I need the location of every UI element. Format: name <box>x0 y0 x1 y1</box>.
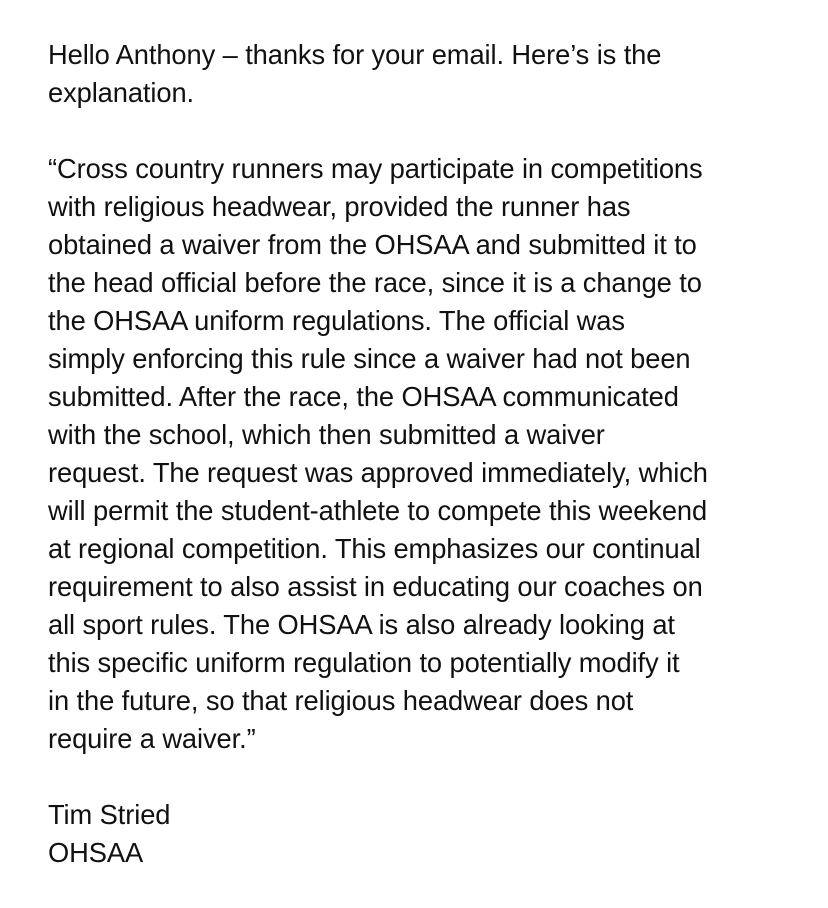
quote-line: “Cross country runners may participate in competitions <box>48 153 703 184</box>
quote-line: all sport rules. The OHSAA is also already looking at <box>48 609 675 640</box>
quote-line: obtained a waiver from the OHSAA and submitted it to <box>48 229 697 260</box>
quote-line: the head official before the race, since it is a change to <box>48 267 702 298</box>
quote-line: request. The request was approved immediately, which <box>48 457 708 488</box>
quote-line: at regional competition. This emphasizes our continual <box>48 533 701 564</box>
signature-name: Tim Stried <box>48 799 171 830</box>
signature-organization: OHSAA <box>48 837 144 868</box>
quote-line: require a waiver.” <box>48 723 256 754</box>
paragraph-spacer <box>48 758 788 796</box>
signature-block <box>48 796 788 872</box>
quote-line: requirement to also assist in educating our coaches on <box>48 571 703 602</box>
quote-line: the OHSAA uniform regulations. The official was <box>48 305 625 336</box>
greeting-paragraph <box>48 36 788 112</box>
paragraph-spacer <box>48 112 788 150</box>
quote-line: this specific uniform regulation to potentially modify it <box>48 647 680 678</box>
quote-line: with the school, which then submitted a waiver <box>48 419 605 450</box>
quote-line: with religious headwear, provided the runner has <box>48 191 631 222</box>
quote-paragraph <box>48 150 788 758</box>
quote-line: will permit the student-athlete to compete this weekend <box>48 495 708 526</box>
greeting-line: explanation. <box>48 77 195 108</box>
email-body <box>48 36 788 872</box>
quote-line: simply enforcing this rule since a waiver had not been <box>48 343 691 374</box>
greeting-line: Hello Anthony – thanks for your email. Here’s is the <box>48 39 662 70</box>
quote-line: submitted. After the race, the OHSAA communicated <box>48 381 679 412</box>
quote-line: in the future, so that religious headwear does not <box>48 685 634 716</box>
